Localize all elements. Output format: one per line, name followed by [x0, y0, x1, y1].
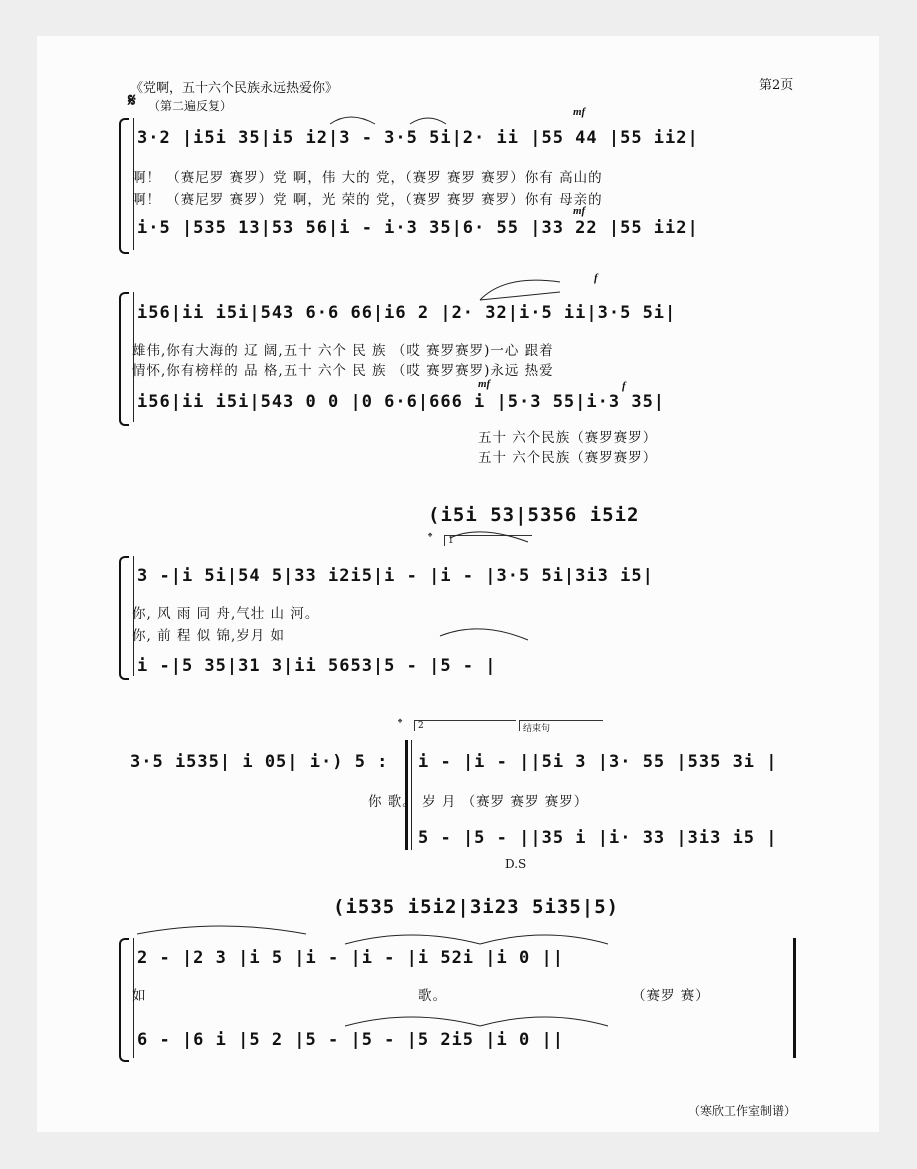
lyric-verse-1: 你, 风 雨 同 舟,气壮 山 河。 — [132, 606, 320, 622]
lyric-word: （赛罗 赛） — [632, 988, 710, 1004]
volta-2: 2 — [414, 720, 516, 731]
lyric-word: 如 — [132, 988, 147, 1004]
song-title: 《党啊，五十六个民族永远热爱你》 — [130, 81, 339, 96]
lyric-line: 你 歌。 岁 月 （赛罗 赛罗 赛罗） — [368, 794, 589, 810]
interlude-end-notes: 3·5 i535| i 05| i·) 5 : — [130, 752, 389, 772]
dynamic-mf: mf — [573, 205, 586, 217]
slur — [410, 118, 446, 124]
lower-voice-notes: 6 - |6 i |5 2 |5 - |5 - |5 2i5 |i 0 || — [137, 1030, 564, 1050]
slur — [480, 935, 608, 944]
volta-1: 1 — [444, 535, 532, 546]
slur — [480, 1017, 608, 1026]
lyric-verse-1: 雄伟,你有大海的 辽 阔,五十 六个 民 族 （哎 赛罗赛罗)一心 跟着 — [132, 343, 554, 359]
sub-lyric-1: 五十 六个民族（赛罗赛罗） — [478, 430, 658, 446]
interlude-notes: (i5i 53|5356 i5i2 — [428, 504, 640, 526]
segno-sign: 𝄋 — [128, 90, 136, 111]
dal-segno: D.S — [505, 857, 527, 871]
repeat-note: （第二遍反复） — [148, 99, 233, 113]
lyric-word: 歌。 — [418, 988, 447, 1004]
upper-voice-notes: 2 - |2 3 |i 5 |i - |i - |i 52i |i 0 || — [137, 948, 564, 968]
lower-voice-notes: i56|ii i5i|543 0 0 |0 6·6|666 i |5·3 55|i·3 35| — [137, 392, 666, 412]
page-number: 第2页 — [759, 78, 794, 93]
slur — [330, 117, 375, 124]
ending-phrase-box: 结束句 — [519, 720, 603, 731]
lyric-verse-2: 你, 前 程 似 锦,岁月 如 — [132, 628, 286, 644]
coda-sign: 𝄌 — [398, 716, 403, 730]
credit: （寒欣工作室制谱） — [688, 1104, 797, 1118]
lyric-verse-1: 啊！ （赛尼罗 赛罗）党 啊，伟 大的 党，（赛罗 赛罗 赛罗）你有 高山的 — [132, 170, 603, 186]
dynamic-mf: mf — [478, 378, 491, 390]
lower-voice-notes: 5 - |5 - ||35 i |i· 33 |3i3 i5 | — [418, 828, 778, 848]
lyric-verse-2: 情怀,你有榜样的 品 格,五十 六个 民 族 （哎 赛罗赛罗)永远 热爱 — [132, 363, 554, 379]
crescendo — [480, 292, 560, 300]
upper-voice-notes: 3 -|i 5i|54 5|33 i2i5|i - |i - |3·5 5i|3i3 i5| — [137, 566, 654, 586]
lower-voice-notes: i·5 |535 13|53 56|i - i·3 35|6· 55 |33 22 |55 ii2| — [137, 218, 699, 238]
lyric-verse-2: 啊！ （赛尼罗 赛罗）党 啊，光 荣的 党，（赛罗 赛罗 赛罗）你有 母亲的 — [132, 192, 603, 208]
slur — [345, 1017, 480, 1026]
dynamic-mf: mf — [573, 106, 586, 118]
slur — [345, 935, 480, 944]
sub-lyric-2: 五十 六个民族（赛罗赛罗） — [478, 450, 658, 466]
dynamic-f: f — [622, 380, 626, 392]
slur — [450, 532, 528, 542]
coda-sign: 𝄌 — [428, 530, 433, 544]
interlude-notes: (i535 i5i2|3i23 5i35|5) — [333, 896, 620, 918]
dynamic-f: f — [594, 272, 598, 284]
upper-voice-notes: i56|ii i5i|543 6·6 66|i6 2 |2· 32|i·5 ii|3·5 5i| — [137, 303, 677, 323]
slur — [440, 629, 528, 640]
upper-voice-notes: 3·2 |i5i 35|i5 i2|3 - 3·5 5i|2· ii |55 44 |55 ii2| — [137, 128, 699, 148]
crescendo — [480, 280, 560, 300]
lower-voice-notes: i -|5 35|31 3|ii 5653|5 - |5 - | — [137, 656, 497, 676]
slur — [137, 926, 306, 934]
upper-voice-notes: i - |i - ||5i 3 |3· 55 |535 3i | — [418, 752, 778, 772]
